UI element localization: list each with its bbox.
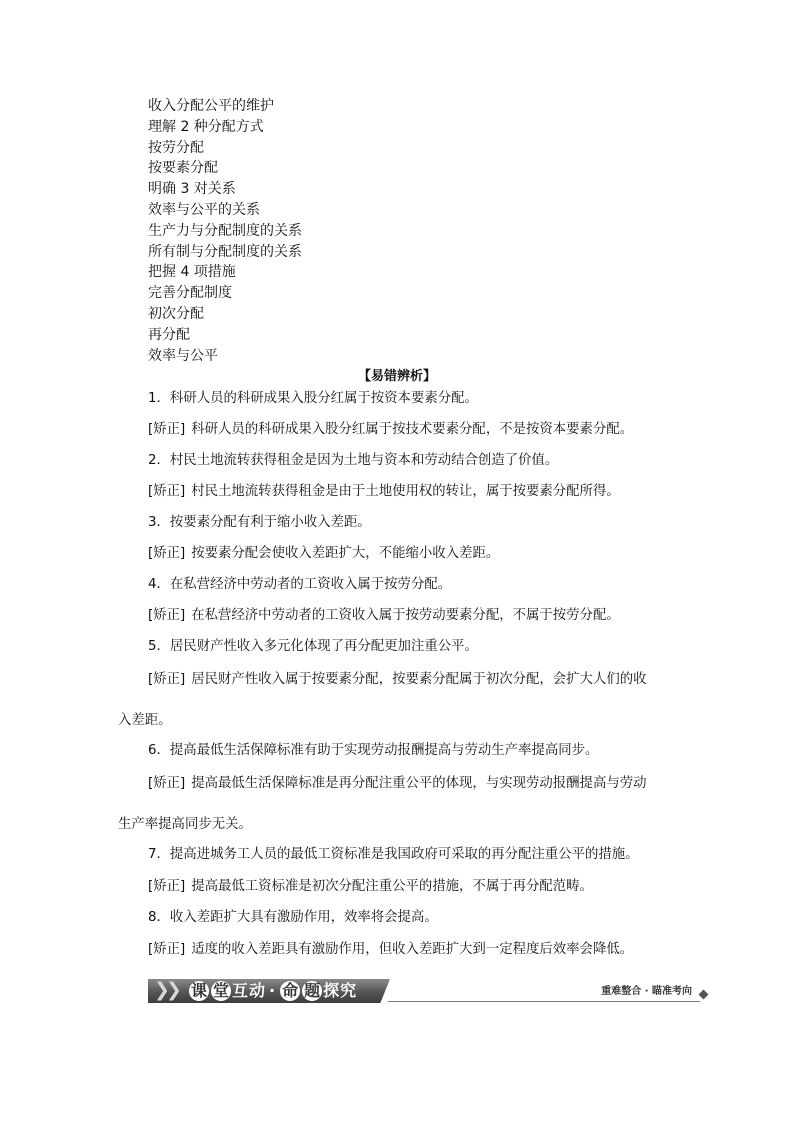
- correction-item: [118, 607, 688, 625]
- outline-line: 生产力与分配制度的关系: [148, 222, 302, 239]
- correction-continuation: [118, 816, 688, 834]
- correction-tag: [矫正]: [148, 776, 186, 791]
- correction-tag: [矫正]: [148, 608, 186, 623]
- chevron-right-icon: ❯: [154, 979, 170, 1001]
- error-statement: 2．村民土地流转获得租金是因为土地与资本和劳动结合创造了价值。: [148, 453, 559, 468]
- correction-item: [118, 775, 688, 793]
- correction-text: 提高最低生活保障标准是再分配注重公平的体现，与实现劳动报酬提高与劳动: [191, 776, 647, 791]
- error-item: [118, 452, 688, 470]
- section-banner: [148, 977, 710, 1005]
- diamond-icon: [699, 990, 709, 1000]
- correction-text: 提高最低工资标准是初次分配注重公平的措施，不属于再分配范畴。: [191, 879, 593, 894]
- correction-tag: [矫正]: [148, 879, 186, 894]
- correction-item: [118, 483, 688, 501]
- outline-line: 按要素分配: [148, 160, 218, 177]
- error-statement: 3．按要素分配有利于缩小收入差距。: [148, 515, 371, 530]
- error-item: [118, 742, 688, 760]
- outline-line: 明确 3 对关系: [148, 181, 236, 198]
- error-statement: 6．提高最低生活保障标准有助于实现劳动报酬提高与劳动生产率提高同步。: [148, 743, 599, 758]
- correction-text: 按要素分配会使收入差距扩大，不能缩小收入差距。: [191, 546, 500, 561]
- outline-line: 按劳分配: [148, 139, 204, 156]
- correction-text: 在私营经济中劳动者的工资收入属于按劳动要素分配，不属于按劳分配。: [191, 608, 620, 623]
- error-statement: 7．提高进城务工人员的最低工资标准是我国政府可采取的再分配注重公平的措施。: [148, 847, 639, 862]
- knowledge-outline: [148, 96, 568, 366]
- error-item: [118, 846, 688, 864]
- outline-line: 完善分配制度: [148, 285, 232, 302]
- correction-continuation: [118, 712, 688, 730]
- error-statement: 4．在私营经济中劳动者的工资收入属于按劳分配。: [148, 577, 452, 592]
- correction-text: 生产率提高同步无关。: [118, 817, 252, 832]
- correction-tag: [矫正]: [148, 422, 186, 437]
- correction-tag: [矫正]: [148, 672, 186, 687]
- outline-line: 理解 2 种分配方式: [148, 118, 264, 135]
- error-item: [118, 638, 688, 656]
- error-item: [118, 909, 688, 927]
- error-item: [118, 576, 688, 594]
- correction-tag: [矫正]: [148, 546, 186, 561]
- chevron-right-icon: ❯: [166, 979, 182, 1001]
- outline-line: 初次分配: [148, 305, 204, 322]
- outline-line: 效率与公平: [148, 347, 218, 364]
- banner-title: 课 堂 互动 · 命 题 探究: [190, 981, 358, 1000]
- outline-line: 效率与公平的关系: [148, 201, 260, 218]
- outline-line: 所有制与分配制度的关系: [148, 243, 302, 260]
- correction-item: [118, 878, 688, 896]
- correction-tag: [矫正]: [148, 484, 186, 499]
- error-statement: 5．居民财产性收入多元化体现了再分配更加注重公平。: [148, 639, 478, 654]
- correction-text: 村民土地流转获得租金是由于土地使用权的转让，属于按要素分配所得。: [191, 484, 620, 499]
- correction-item: [118, 671, 688, 689]
- error-statement: 8．收入差距扩大具有激励作用，效率将会提高。: [148, 910, 438, 925]
- correction-text: 适度的收入差距具有激励作用，但收入差距扩大到一定程度后效率会降低。: [191, 942, 634, 957]
- banner-subtitle: 重难整合 · 瞄准考向: [601, 986, 692, 997]
- error-item: [118, 390, 688, 408]
- correction-text: 科研人员的科研成果入股分红属于按技术要素分配，不是按资本要素分配。: [191, 422, 634, 437]
- correction-item: [118, 421, 688, 439]
- section-title: 【易错辨析】: [357, 369, 436, 384]
- outline-line: 收入分配公平的维护: [148, 98, 274, 114]
- error-statement: 1．科研人员的科研成果入股分红属于按资本要素分配。: [148, 391, 478, 406]
- correction-text: 入差距。: [118, 713, 172, 728]
- outline-line: 把握 4 项措施: [148, 264, 236, 281]
- correction-item: [118, 545, 688, 563]
- banner-underline: [388, 1001, 700, 1002]
- correction-item: [118, 941, 688, 959]
- correction-tag: [矫正]: [148, 942, 186, 957]
- correction-text: 居民财产性收入属于按要素分配，按要素分配属于初次分配，会扩大人们的收: [191, 672, 647, 687]
- error-item: [118, 514, 688, 532]
- outline-line: 再分配: [148, 326, 190, 343]
